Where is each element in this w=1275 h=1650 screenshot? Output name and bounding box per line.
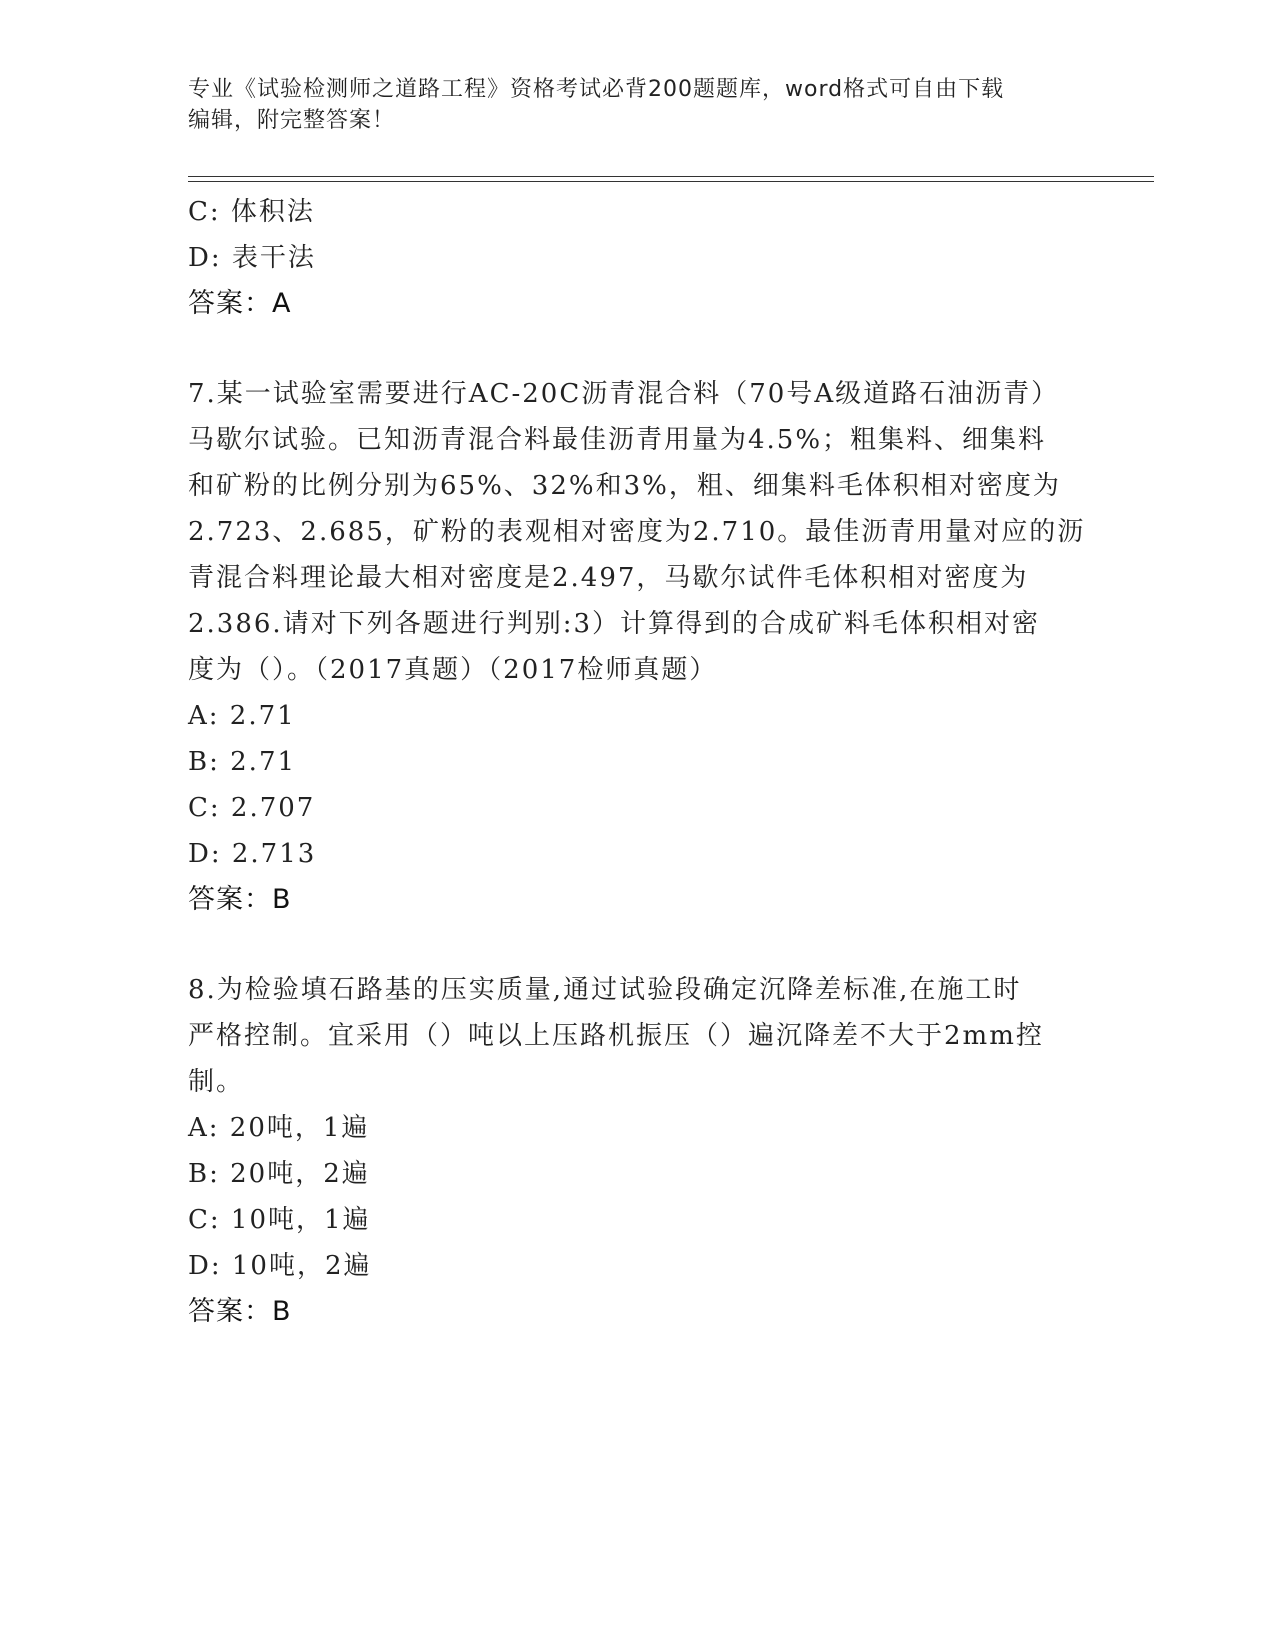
option-d: D: 10吨，2遍 [188, 1251, 372, 1281]
option-a: A: 2.71 [188, 701, 296, 731]
option-c: C: 体积法 [188, 197, 315, 227]
question-content [188, 189, 1088, 1335]
option-d: D: 2.713 [188, 839, 317, 869]
question-stem-line: 8.为检验填石路基的压实质量,通过试验段确定沉降差标准,在施工时 [188, 975, 1022, 1005]
option-c: C: 2.707 [188, 793, 316, 823]
page-header [188, 74, 1068, 136]
question-7 [188, 371, 1088, 923]
question-stem-line: 严格控制。宜采用（）吨以上压路机振压（）遍沉降差不大于2mm控 [188, 1021, 1044, 1051]
question-stem-line: 和矿粉的比例分别为65%、32%和3%，粗、细集料毛体积相对密度为 [188, 471, 1061, 501]
question-stem-line: 2.386.请对下列各题进行判别:3）计算得到的合成矿料毛体积相对密 [188, 609, 1040, 639]
option-b: B: 20吨，2遍 [188, 1159, 370, 1189]
header-divider-top [188, 176, 1154, 177]
question-8 [188, 967, 1088, 1335]
answer-line: 答案：A [188, 288, 292, 319]
question-stem-line: 青混合料理论最大相对密度是2.497，马歇尔试件毛体积相对密度为 [188, 563, 1029, 593]
question-stem-line: 度为（）。（2017真题）（2017检师真题） [188, 655, 718, 685]
option-d: D: 表干法 [188, 243, 316, 273]
question-stem-line: 2.723、2.685，矿粉的表观相对密度为2.710。最佳沥青用量对应的沥 [188, 517, 1086, 547]
header-title-line-2: 编辑，附完整答案！ [188, 108, 396, 133]
option-b: B: 2.71 [188, 747, 297, 777]
option-a: A: 20吨，1遍 [188, 1113, 370, 1143]
option-c: C: 10吨，1遍 [188, 1205, 371, 1235]
question-6-tail [188, 189, 1088, 327]
spacer [188, 923, 1088, 967]
question-stem-line: 马歇尔试验。已知沥青混合料最佳沥青用量为4.5%；粗集料、细集料 [188, 425, 1047, 455]
question-stem-line: 7.某一试验室需要进行AC-20C沥青混合料（70号A级道路石油沥青） [188, 379, 1060, 409]
header-divider-bottom [188, 181, 1154, 182]
spacer [188, 327, 1088, 371]
header-title-line-1: 专业《试验检测师之道路工程》资格考试必背200题题库，word格式可自由下载 [188, 77, 1005, 102]
question-stem-line: 制。 [188, 1067, 245, 1097]
answer-line: 答案：B [188, 1296, 292, 1327]
answer-line: 答案：B [188, 884, 292, 915]
